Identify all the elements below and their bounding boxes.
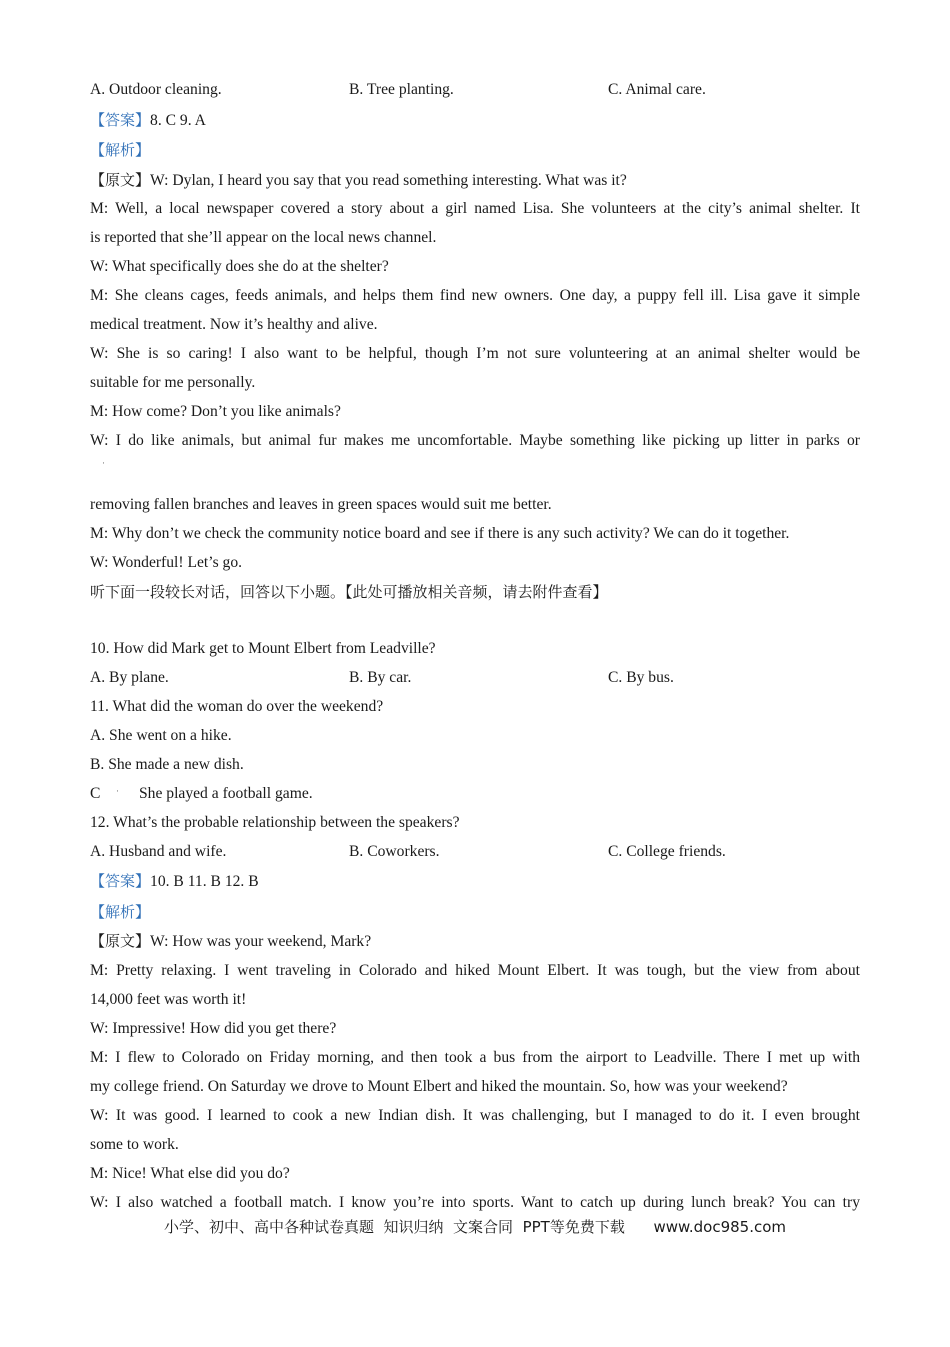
dialogue-line: suitable for me personally. [90,374,256,391]
transcript-tag: 【原文】 [90,171,151,189]
q10-option-b: B. By car. [349,669,412,686]
q10-option-c: C. By bus. [608,669,674,686]
question-10: 10. How did Mark get to Mount Elbert from Leadville? [90,640,436,657]
listening-instruction: 听下面一段较长对话，回答以下小题。【此处可播放相关音频，请去附件查看】 [90,583,608,601]
dialogue-line: M: Well, a local newspaper covered a story about a girl named Lisa. She volunteers at the city’s animal shelter. It [90,200,860,217]
question-11: 11. What did the woman do over the weekend? [90,698,384,715]
page-footer: 小学、初中、高中各种试卷真题 知识归纳 文案合同 PPT等免费下载 www.doc985.com [163,1218,787,1236]
dialogue-line: M: I flew to Colorado on Friday morning, and then took a bus from the airport to Leadville. There I met up with [90,1049,860,1066]
dialogue-line: M: She cleans cages, feeds animals, and helps them find new owners. One day, a puppy fell ill. Lisa gave it simple [90,287,860,304]
dialogue-line: medical treatment. Now it’s healthy and alive. [90,316,378,333]
dialogue-line: W: She is so caring! I also want to be helpful, though I’m not sure volunteering at an animal shelter would be [90,345,860,362]
answer-tag: 【答案】 [90,872,151,890]
q9-option-b: B. Tree planting. [349,81,454,98]
answer-text: 10. B 11. B 12. B [150,873,259,890]
dialogue-line: W: How was your weekend, Mark? [150,933,372,950]
dialogue-line: my college friend. On Saturday we drove to Mount Elbert and hiked the mountain. So, how was your weekend? [90,1078,788,1095]
q9-option-c: C. Animal care. [608,81,706,98]
q11-option-c: She played a football game. [139,785,313,802]
q11-option-a: A. She went on a hike. [90,727,232,744]
q12-option-a: A. Husband and wife. [90,843,227,860]
answer-line-1 [90,109,860,132]
transcript-tag: 【原文】 [90,932,151,950]
dialogue-line: M: Why don’t we check the community notice board and see if there is any such activity? We can do it together. [90,525,790,542]
dialogue-line: W: I also watched a football match. I know you’re into sports. Want to catch up during lunch break? You can try [90,1194,860,1211]
dialogue-line: 14,000 feet was worth it! [90,991,247,1008]
q11-option-b: B. She made a new dish. [90,756,244,773]
dialogue-line: some to work. [90,1136,179,1153]
stray-mark: · [116,786,119,796]
q12-option-b: B. Coworkers. [349,843,440,860]
transcript-line [90,169,860,192]
q10-option-a: A. By plane. [90,669,169,686]
dialogue-line: W: It was good. I learned to cook a new Indian dish. It was challenging, but I managed to do it. I even brought [90,1107,860,1124]
q9-option-a: A. Outdoor cleaning. [90,81,222,98]
stray-mark: · [102,458,105,468]
question-12: 12. What’s the probable relationship between the speakers? [90,814,460,831]
answer-tag: 【答案】 [90,111,151,129]
transcript-line [90,930,860,953]
analysis-tag: 【解析】 [90,903,151,921]
dialogue-line: is reported that she’ll appear on the local news channel. [90,229,437,246]
dialogue-line: M: How come? Don’t you like animals? [90,403,341,420]
dialogue-line: removing fallen branches and leaves in green spaces would suit me better. [90,496,552,513]
dialogue-line: W: Impressive! How did you get there? [90,1020,337,1037]
dialogue-line: W: Dylan, I heard you say that you read something interesting. What was it? [150,172,627,189]
q11-option-c-letter: C [90,785,101,802]
answer-line-2 [90,870,860,893]
dialogue-line: M: Nice! What else did you do? [90,1165,290,1182]
q12-option-c: C. College friends. [608,843,726,860]
dialogue-line: M: Pretty relaxing. I went traveling in Colorado and hiked Mount Elbert. It was tough, but the view from about [90,962,860,979]
answer-text: 8. C 9. A [150,112,206,129]
dialogue-line: W: What specifically does she do at the shelter? [90,258,389,275]
dialogue-line: W: Wonderful! Let’s go. [90,554,243,571]
dialogue-line: W: I do like animals, but animal fur makes me uncomfortable. Maybe something like picking up litter in parks or [90,432,860,449]
analysis-tag: 【解析】 [90,141,151,159]
